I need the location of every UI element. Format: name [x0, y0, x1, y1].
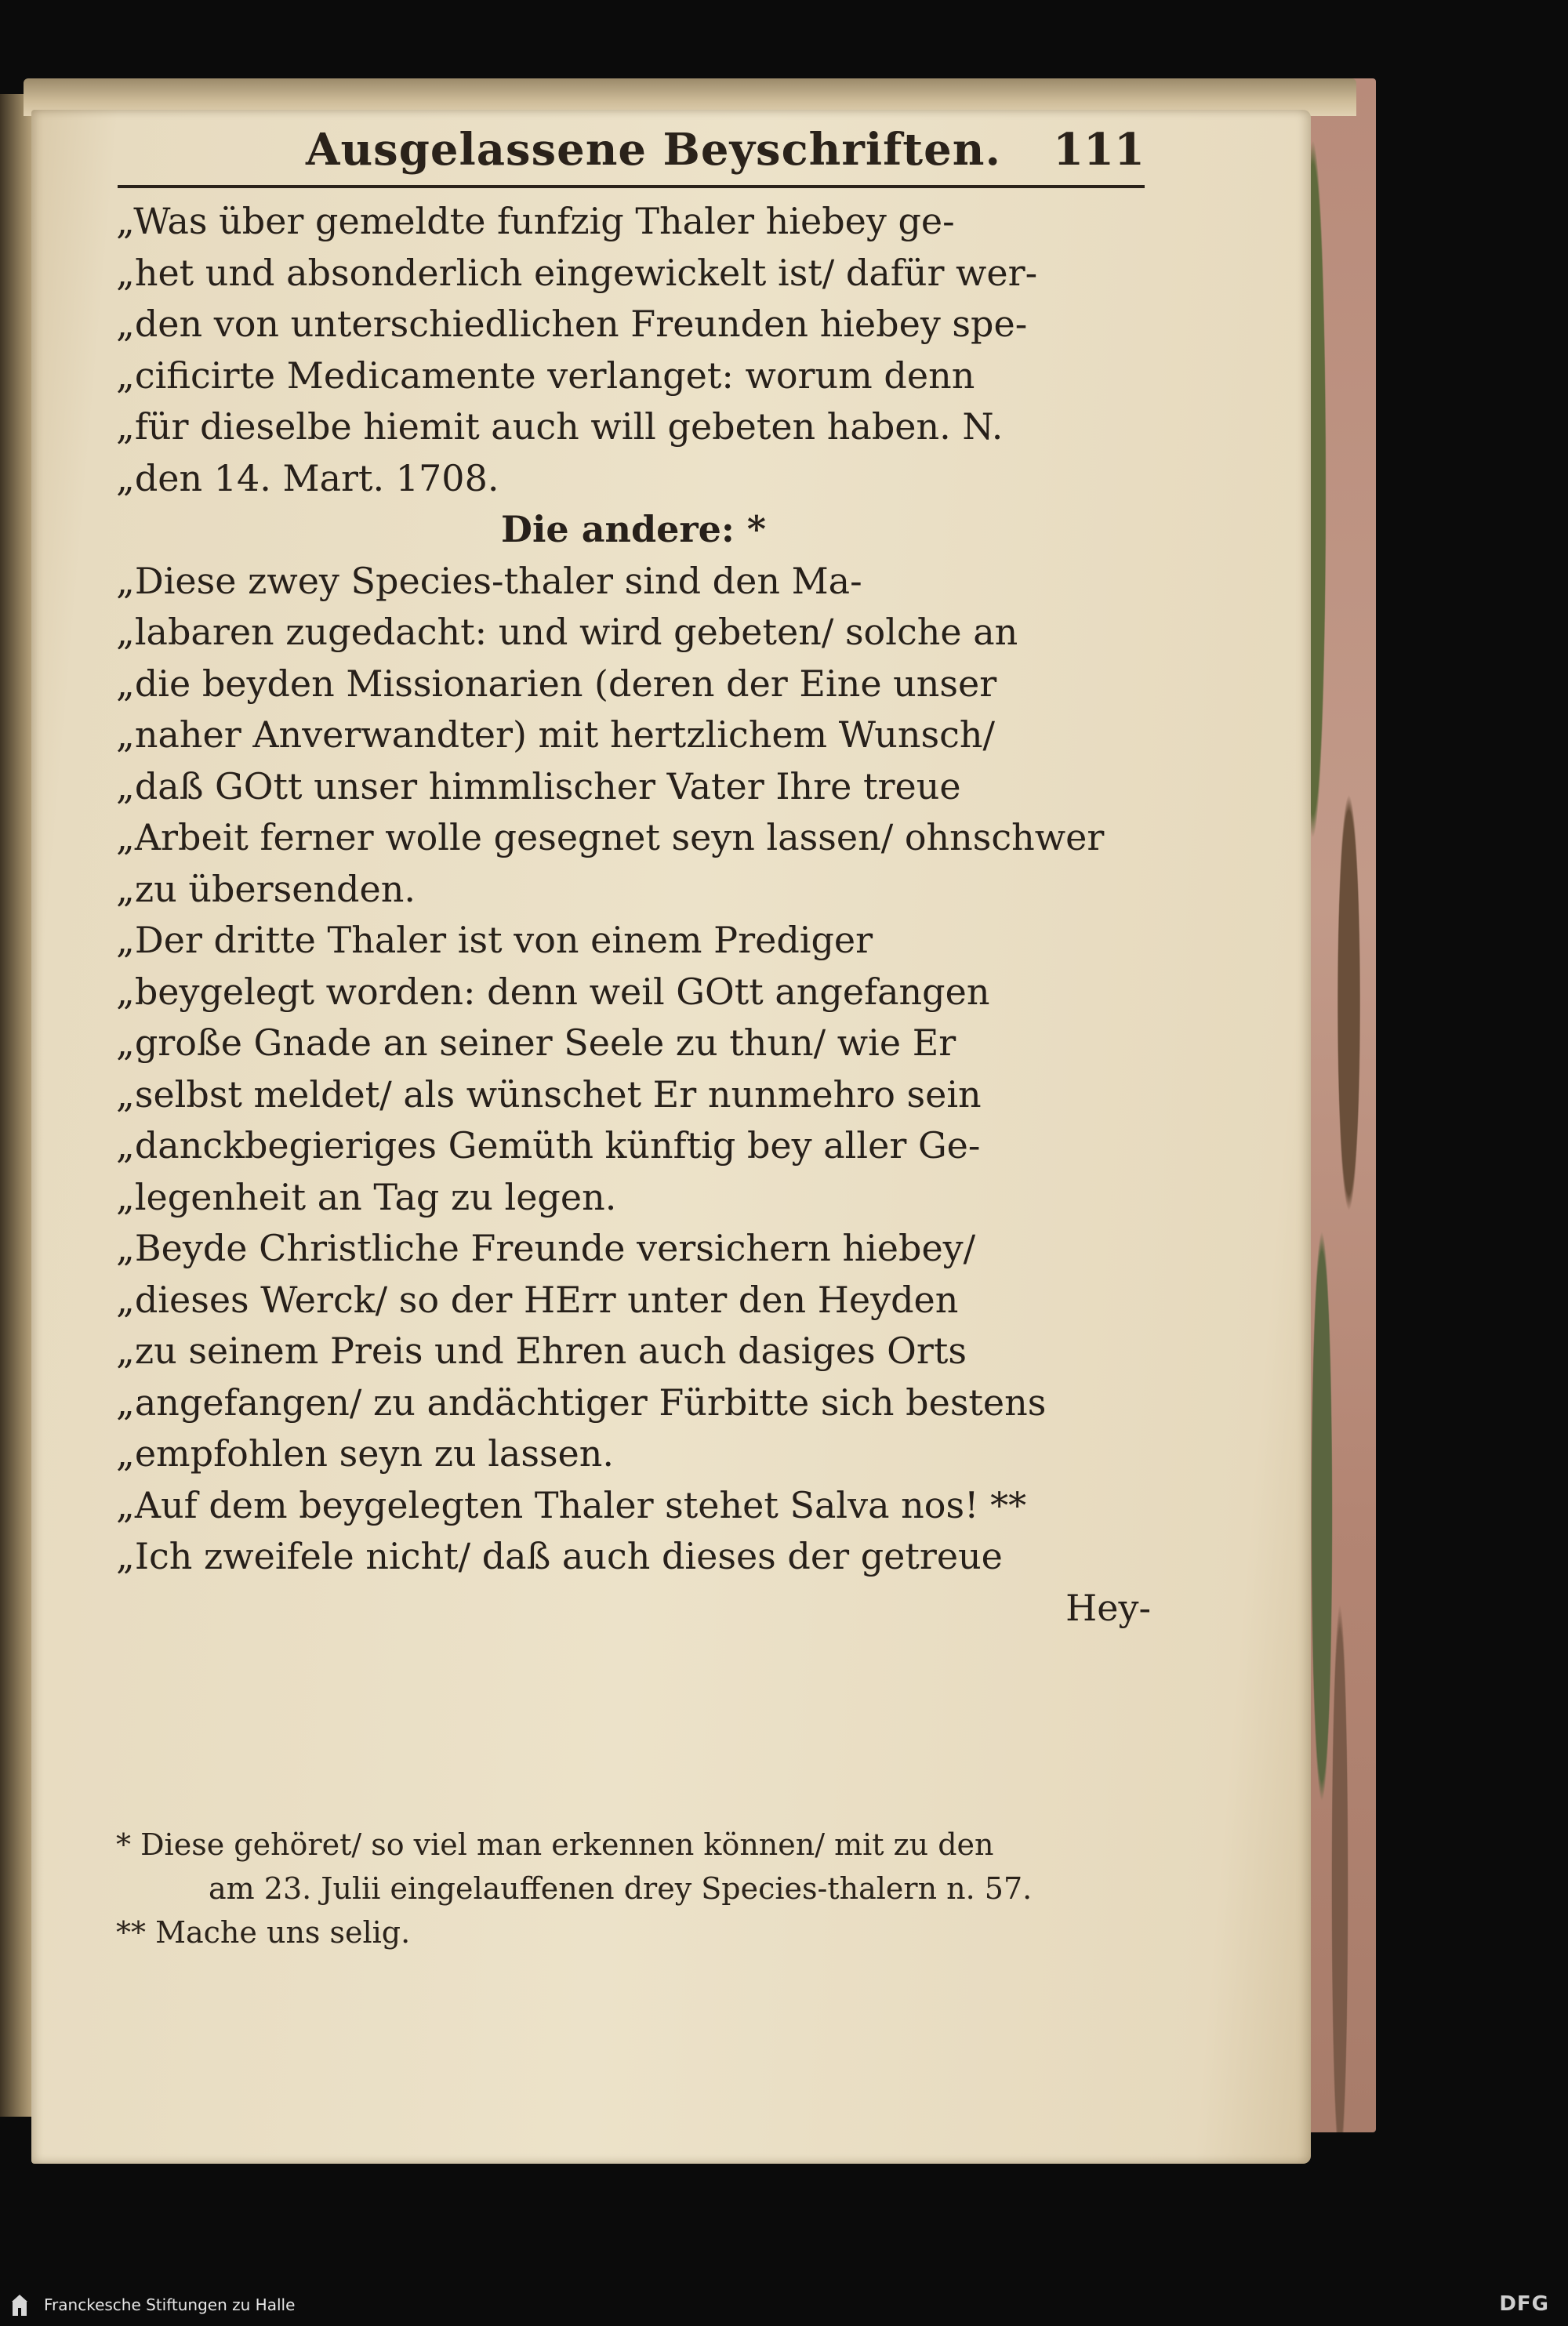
- body-text: [116, 196, 1151, 1634]
- footnotes: [116, 1823, 1151, 1954]
- text-line: „Der dritte Thaler ist von einem Prediger: [116, 919, 873, 961]
- text-line: „dieses Werck/ so der HErr unter den Heyden: [116, 1278, 959, 1321]
- text-line: „cificirte Medicamente verlanget: worum denn: [116, 354, 975, 397]
- footer-institution: Franckesche Stiftungen zu Halle: [44, 2295, 296, 2314]
- text-line: „labaren zugedacht: und wird gebeten/ solche an: [116, 611, 1018, 653]
- text-line: „danckbegieriges Gemüth künftig bey aller Ge-: [116, 1124, 981, 1167]
- text-line: „Beyde Christliche Freunde versichern hiebey/: [116, 1227, 976, 1269]
- text-line: „große Gnade an seiner Seele zu thun/ wie Er: [116, 1021, 956, 1064]
- text-line: „selbst meldet/ als wünschet Er nunmehro sein: [116, 1072, 982, 1116]
- text-line: „naher Anverwandter) mit hertzlichem Wunsch/: [116, 713, 995, 756]
- text-line: „Auf dem beygelegten Thaler stehet Salva nos! **: [116, 1483, 1027, 1526]
- text-line: „die beyden Missionarien (deren der Eine unser: [116, 662, 997, 705]
- text-line: „legenheit an Tag zu legen.: [116, 1175, 617, 1218]
- text-line: „den 14. Mart. 1708.: [116, 456, 499, 499]
- text-line: „het und absonderlich eingewickelt ist/ dafür wer-: [116, 251, 1038, 294]
- footnote-line: am 23. Julii eingelauffenen drey Species-thalern n. 57.: [209, 1871, 1033, 1906]
- text-line: „daß GOtt unser himmlischer Vater Ihre treue: [116, 764, 961, 807]
- footnote-line: ** Mache uns selig.: [116, 1915, 411, 1950]
- section-heading: Die andere: *: [501, 508, 766, 550]
- page-number: 111: [1053, 124, 1145, 176]
- text-line: „zu seinem Preis und Ehren auch dasiges Orts: [116, 1330, 967, 1372]
- text-line: „empfohlen seyn zu lassen.: [116, 1432, 615, 1475]
- footnote-line: * Diese gehöret/ so viel man erkennen können/ mit zu den: [116, 1827, 994, 1862]
- footer-dfg-logo: DFG: [1499, 2292, 1549, 2316]
- text-line: „Was über gemeldte funfzig Thaler hiebey ge-: [116, 200, 955, 242]
- text-line: „Arbeit ferner wolle gesegnet seyn lassen/ ohnschwer: [116, 816, 1105, 858]
- text-line: „beygelegt worden: denn weil GOtt angefangen: [116, 970, 990, 1013]
- header-rule: [118, 185, 1145, 188]
- text-line: „zu übersenden.: [116, 867, 416, 910]
- text-line: „für dieselbe hiemit auch will gebeten haben. N.: [116, 405, 1004, 448]
- page-header: [118, 116, 1145, 194]
- catchword: Hey-: [1065, 1586, 1151, 1629]
- running-head: Ausgelassene Beyschriften.: [306, 124, 1001, 176]
- text-line: „angefangen/ zu andächtiger Fürbitte sich bestens: [116, 1381, 1047, 1424]
- text-line: „Diese zwey Species-thaler sind den Ma-: [116, 559, 862, 602]
- text-line: „den von unterschiedlichen Freunden hiebey spe-: [116, 303, 1028, 345]
- text-line: „Ich zweifele nicht/ daß auch dieses der getreue: [116, 1535, 1003, 1577]
- institution-logo-icon: [11, 2294, 28, 2317]
